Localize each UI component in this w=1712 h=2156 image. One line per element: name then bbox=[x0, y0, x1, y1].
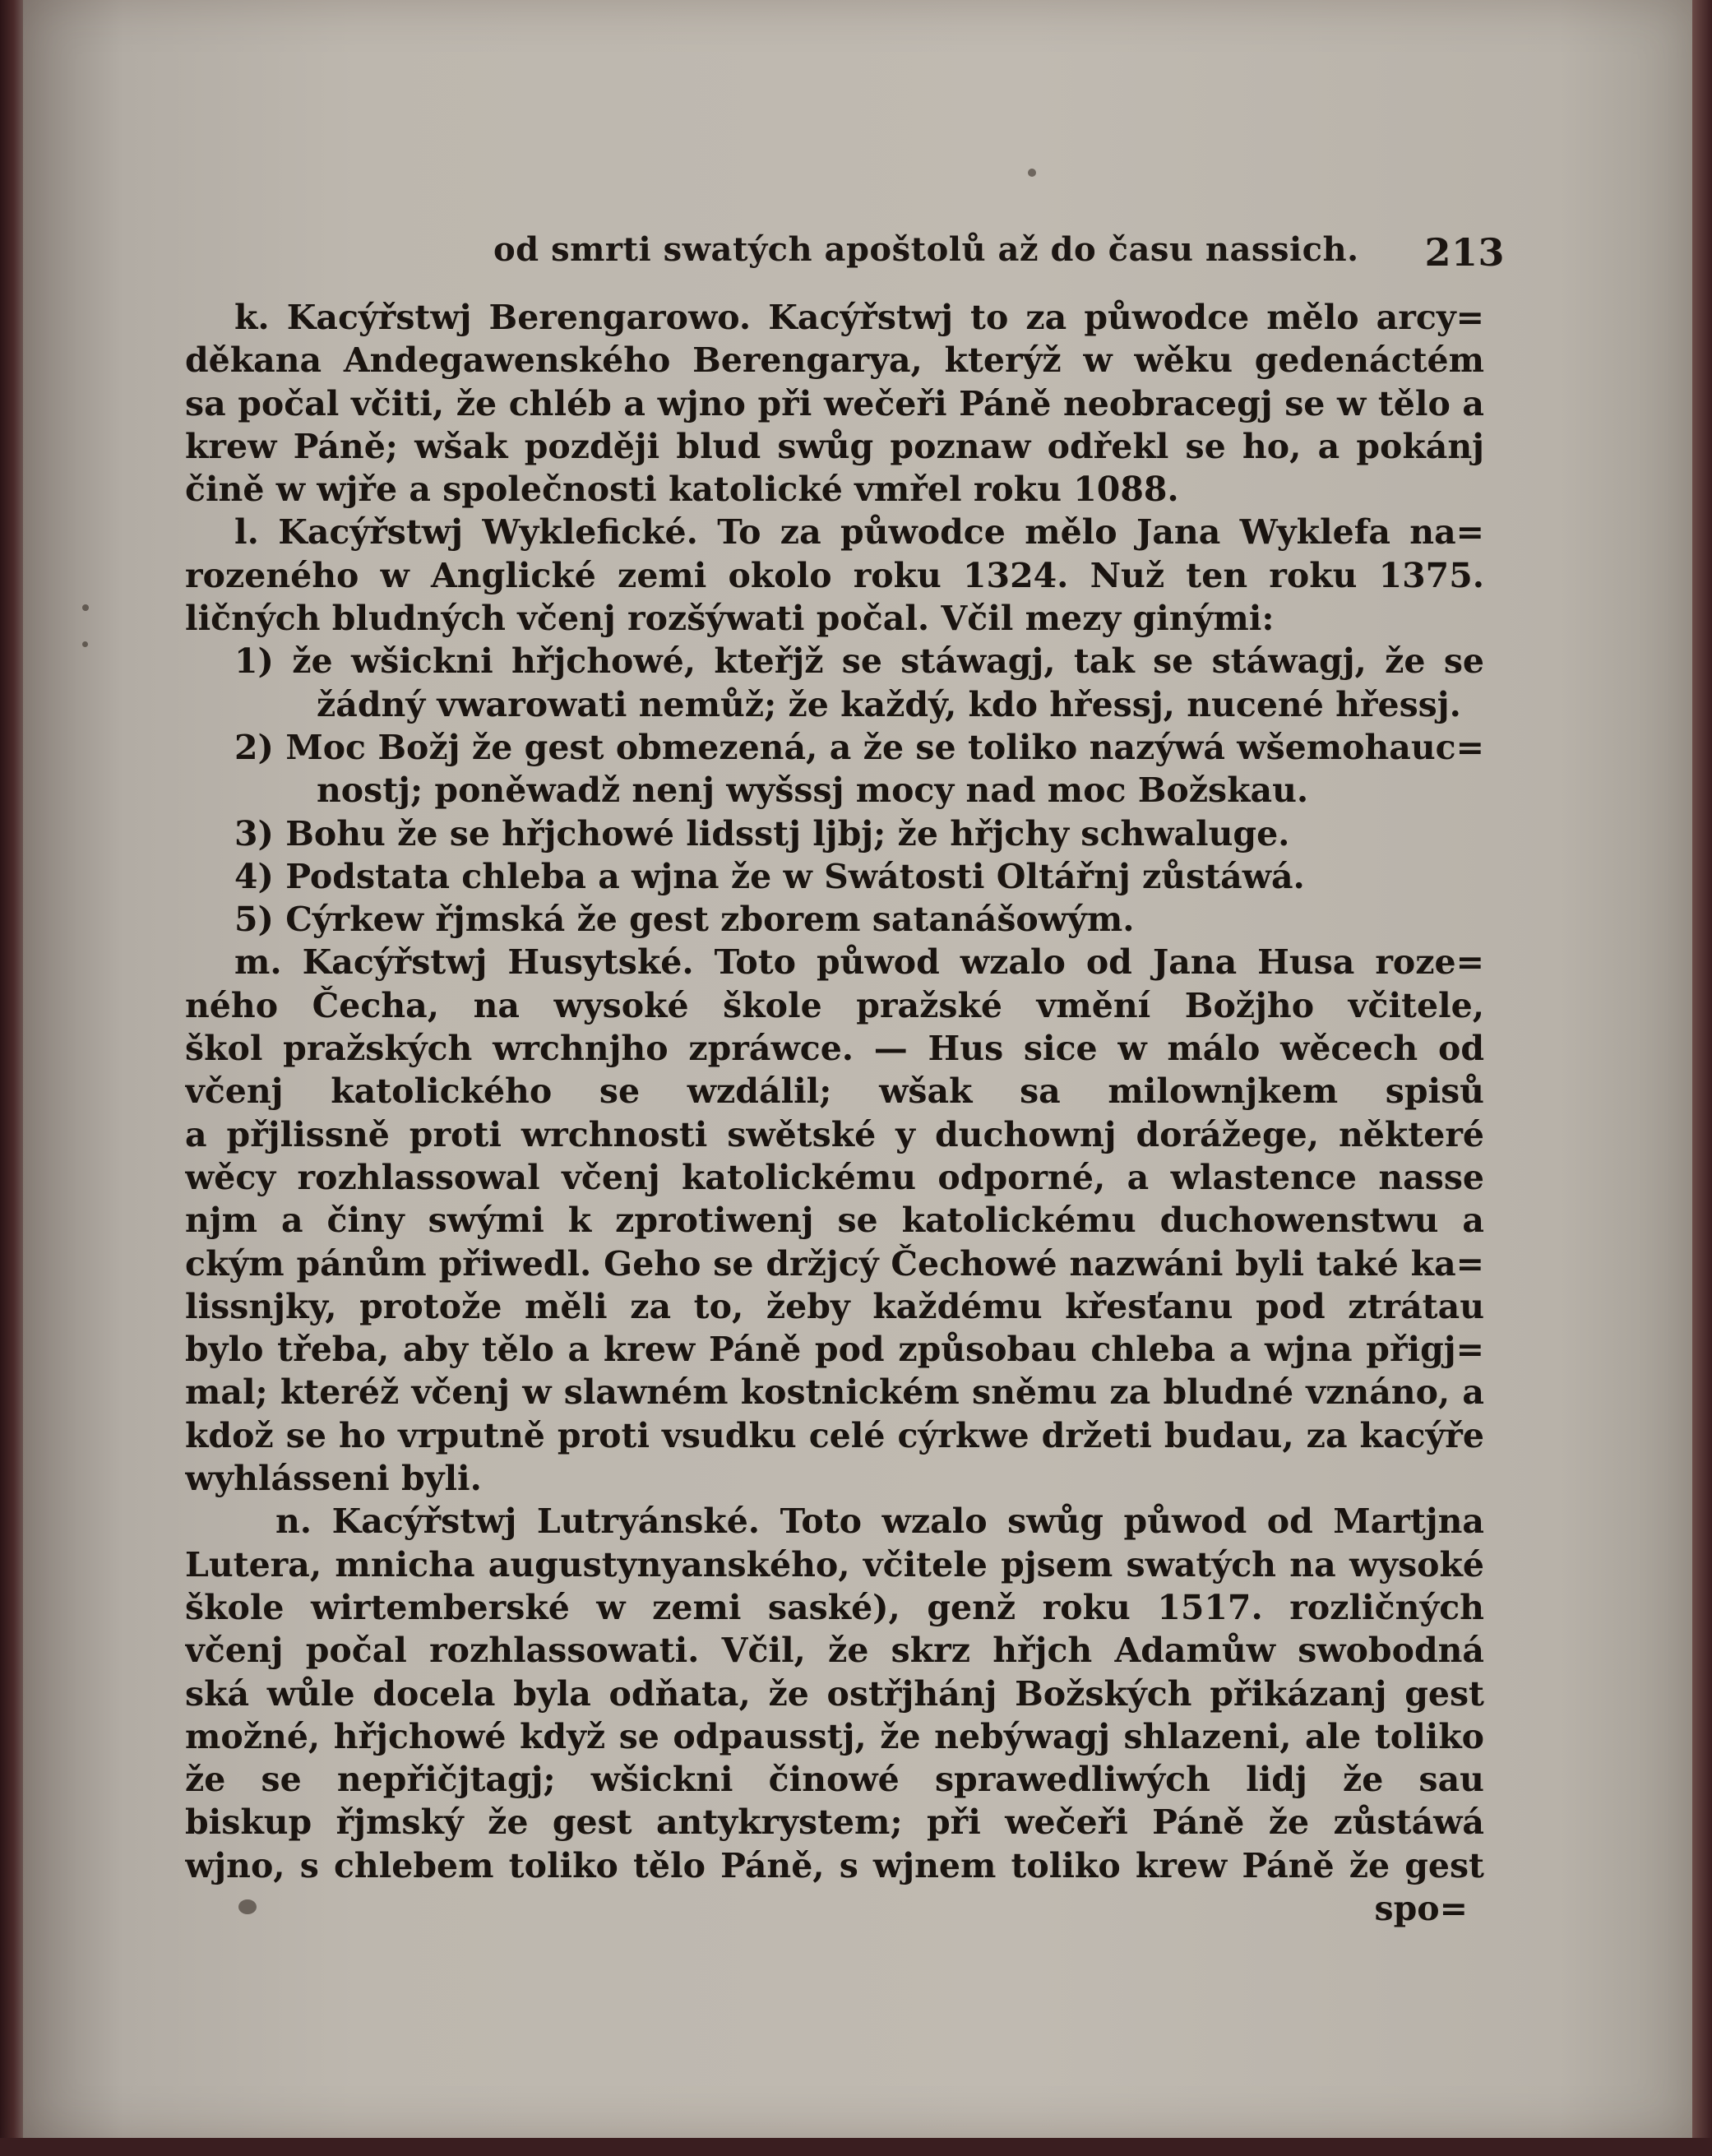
text-line: rozeného w Anglické zemi okolo roku 1324. Nuž ten roku 1375. bbox=[185, 555, 1484, 595]
text-line: wyhlásseni byli. bbox=[185, 1459, 482, 1499]
text-line: včenj katolického se wzdálil; wšak sa milownjkem spisů bbox=[185, 1071, 1484, 1112]
text-line: krew Páně; wšak později blud swůg poznaw odřekl se ho, a pokánj bbox=[185, 426, 1484, 466]
ink-spot bbox=[1028, 169, 1036, 177]
catchword: spo= bbox=[1374, 1888, 1468, 1928]
running-header bbox=[493, 230, 1505, 280]
text-line: ckým pánům přiwedl. Geho se držjcý Čechowé nazwáni byli také ka= bbox=[185, 1243, 1484, 1284]
text-line: njm a činy swými k zprotiwenj se katolickému duchowenstwu a bbox=[185, 1201, 1484, 1241]
page-edge bbox=[1692, 0, 1712, 2156]
page-number: 213 bbox=[1424, 230, 1505, 275]
running-title: od smrti swatých apoštolů až do času nassich. bbox=[493, 230, 1359, 269]
text-line: ného Čecha, na wysoké škole pražské vmění Božjho včitele, bbox=[185, 985, 1484, 1025]
list-item: 4) Podstata chleba a wjna že w Swátosti Oltářnj zůstáwá. bbox=[234, 856, 1305, 896]
text-line: m. Kacýřstwj Husytské. Toto půwod wzalo od Jana Husa roze= bbox=[234, 942, 1484, 983]
text-line: sa počal včiti, že chléb a wjno při wečeři Páně neobracegj se w tělo a bbox=[185, 383, 1484, 423]
text-line: ská wůle docela byla odňata, že ostřjhánj Božských přikázanj gest bbox=[185, 1673, 1484, 1714]
ink-spot bbox=[82, 641, 88, 647]
list-item-continuation: žádný vwarowati nemůž; že každý, kdo hřessj, nucené hřessj. bbox=[317, 684, 1461, 724]
text-line: wjno, s chlebem toliko tělo Páně, s wjnem toliko krew Páně že gest bbox=[185, 1845, 1484, 1885]
text-line: škol pražských wrchnjho zpráwce. — Hus sice w málo wěcech od bbox=[185, 1029, 1484, 1069]
list-item-continuation: nostj; poněwadž nenj wyšssj mocy nad moc Božskau. bbox=[317, 770, 1309, 811]
text-line: Lutera, mnicha augustynyanského, včitele pjsem swatých na wysoké bbox=[185, 1544, 1484, 1585]
text-line: možné, hřjchowé když se odpausstj, že nebýwagj shlazeni, ale toliko bbox=[185, 1716, 1484, 1756]
book-binding bbox=[0, 0, 23, 2156]
text-line: l. Kacýřstwj Wyklefické. To za půwodce mělo Jana Wyklefa na= bbox=[234, 512, 1484, 553]
text-line: čině w wjře a společnosti katolické vmřel roku 1088. bbox=[185, 470, 1179, 510]
list-item: 2) Moc Božj že gest obmezená, a že se toliko nazýwá wšemohauc= bbox=[234, 727, 1484, 767]
page-bottom-edge bbox=[0, 2138, 1712, 2156]
text-line: škole wirtemberské w zemi saské), genž roku 1517. rozličných bbox=[185, 1587, 1484, 1627]
text-line: děkana Andegawenského Berengarya, kterýž w wěku gedenáctém bbox=[185, 340, 1484, 381]
text-line: ličných bludných včenj rozšýwati počal. Včil mezy ginými: bbox=[185, 599, 1275, 639]
text-line: že se nepřičjtagj; wšickni činowé sprawedliwých lidj že sau bbox=[185, 1760, 1484, 1800]
list-item: 5) Cýrkew řjmská že gest zborem satanášowým. bbox=[234, 900, 1135, 940]
text-line: k. Kacýřstwj Berengarowo. Kacýřstwj to za půwodce mělo arcy= bbox=[234, 298, 1484, 337]
text-line: kdož se ho vrputně proti vsudku celé cýrkwe držeti budau, za kacýře bbox=[185, 1415, 1484, 1455]
ink-spot bbox=[82, 604, 89, 611]
text-line: a přjlissně proti wrchnosti swětské y duchownj dorážege, některé bbox=[185, 1114, 1484, 1154]
text-line: wěcy rozhlassowal včenj katolickému odporné, a wlastence nasse bbox=[185, 1157, 1484, 1197]
body-text bbox=[185, 296, 1484, 1930]
text-line: mal; kteréž včenj w slawném kostnickém sněmu za bludné vznáno, a bbox=[185, 1372, 1484, 1413]
list-item: 1) že wšickni hřjchowé, kteřjž se stáwagj, tak se stáwagj, že se bbox=[234, 641, 1484, 682]
text-line: biskup řjmský že gest antykrystem; při wečeři Páně že zůstáwá bbox=[185, 1802, 1484, 1843]
list-item: 3) Bohu že se hřjchowé lidsstj ljbj; že hřjchy schwaluge. bbox=[234, 813, 1290, 854]
text-line: n. Kacýřstwj Lutryánské. Toto wzalo swůg půwod od Martjna bbox=[275, 1501, 1484, 1542]
text-line: včenj počal rozhlassowati. Včil, že skrz hřjch Adamůw swobodná bbox=[185, 1631, 1484, 1671]
text-line: lissnjky, protože měli za to, žeby každému křesťanu pod ztrátau bbox=[185, 1286, 1484, 1326]
text-line: bylo třeba, aby tělo a krew Páně pod způsobau chleba a wjna přigj= bbox=[185, 1330, 1484, 1370]
